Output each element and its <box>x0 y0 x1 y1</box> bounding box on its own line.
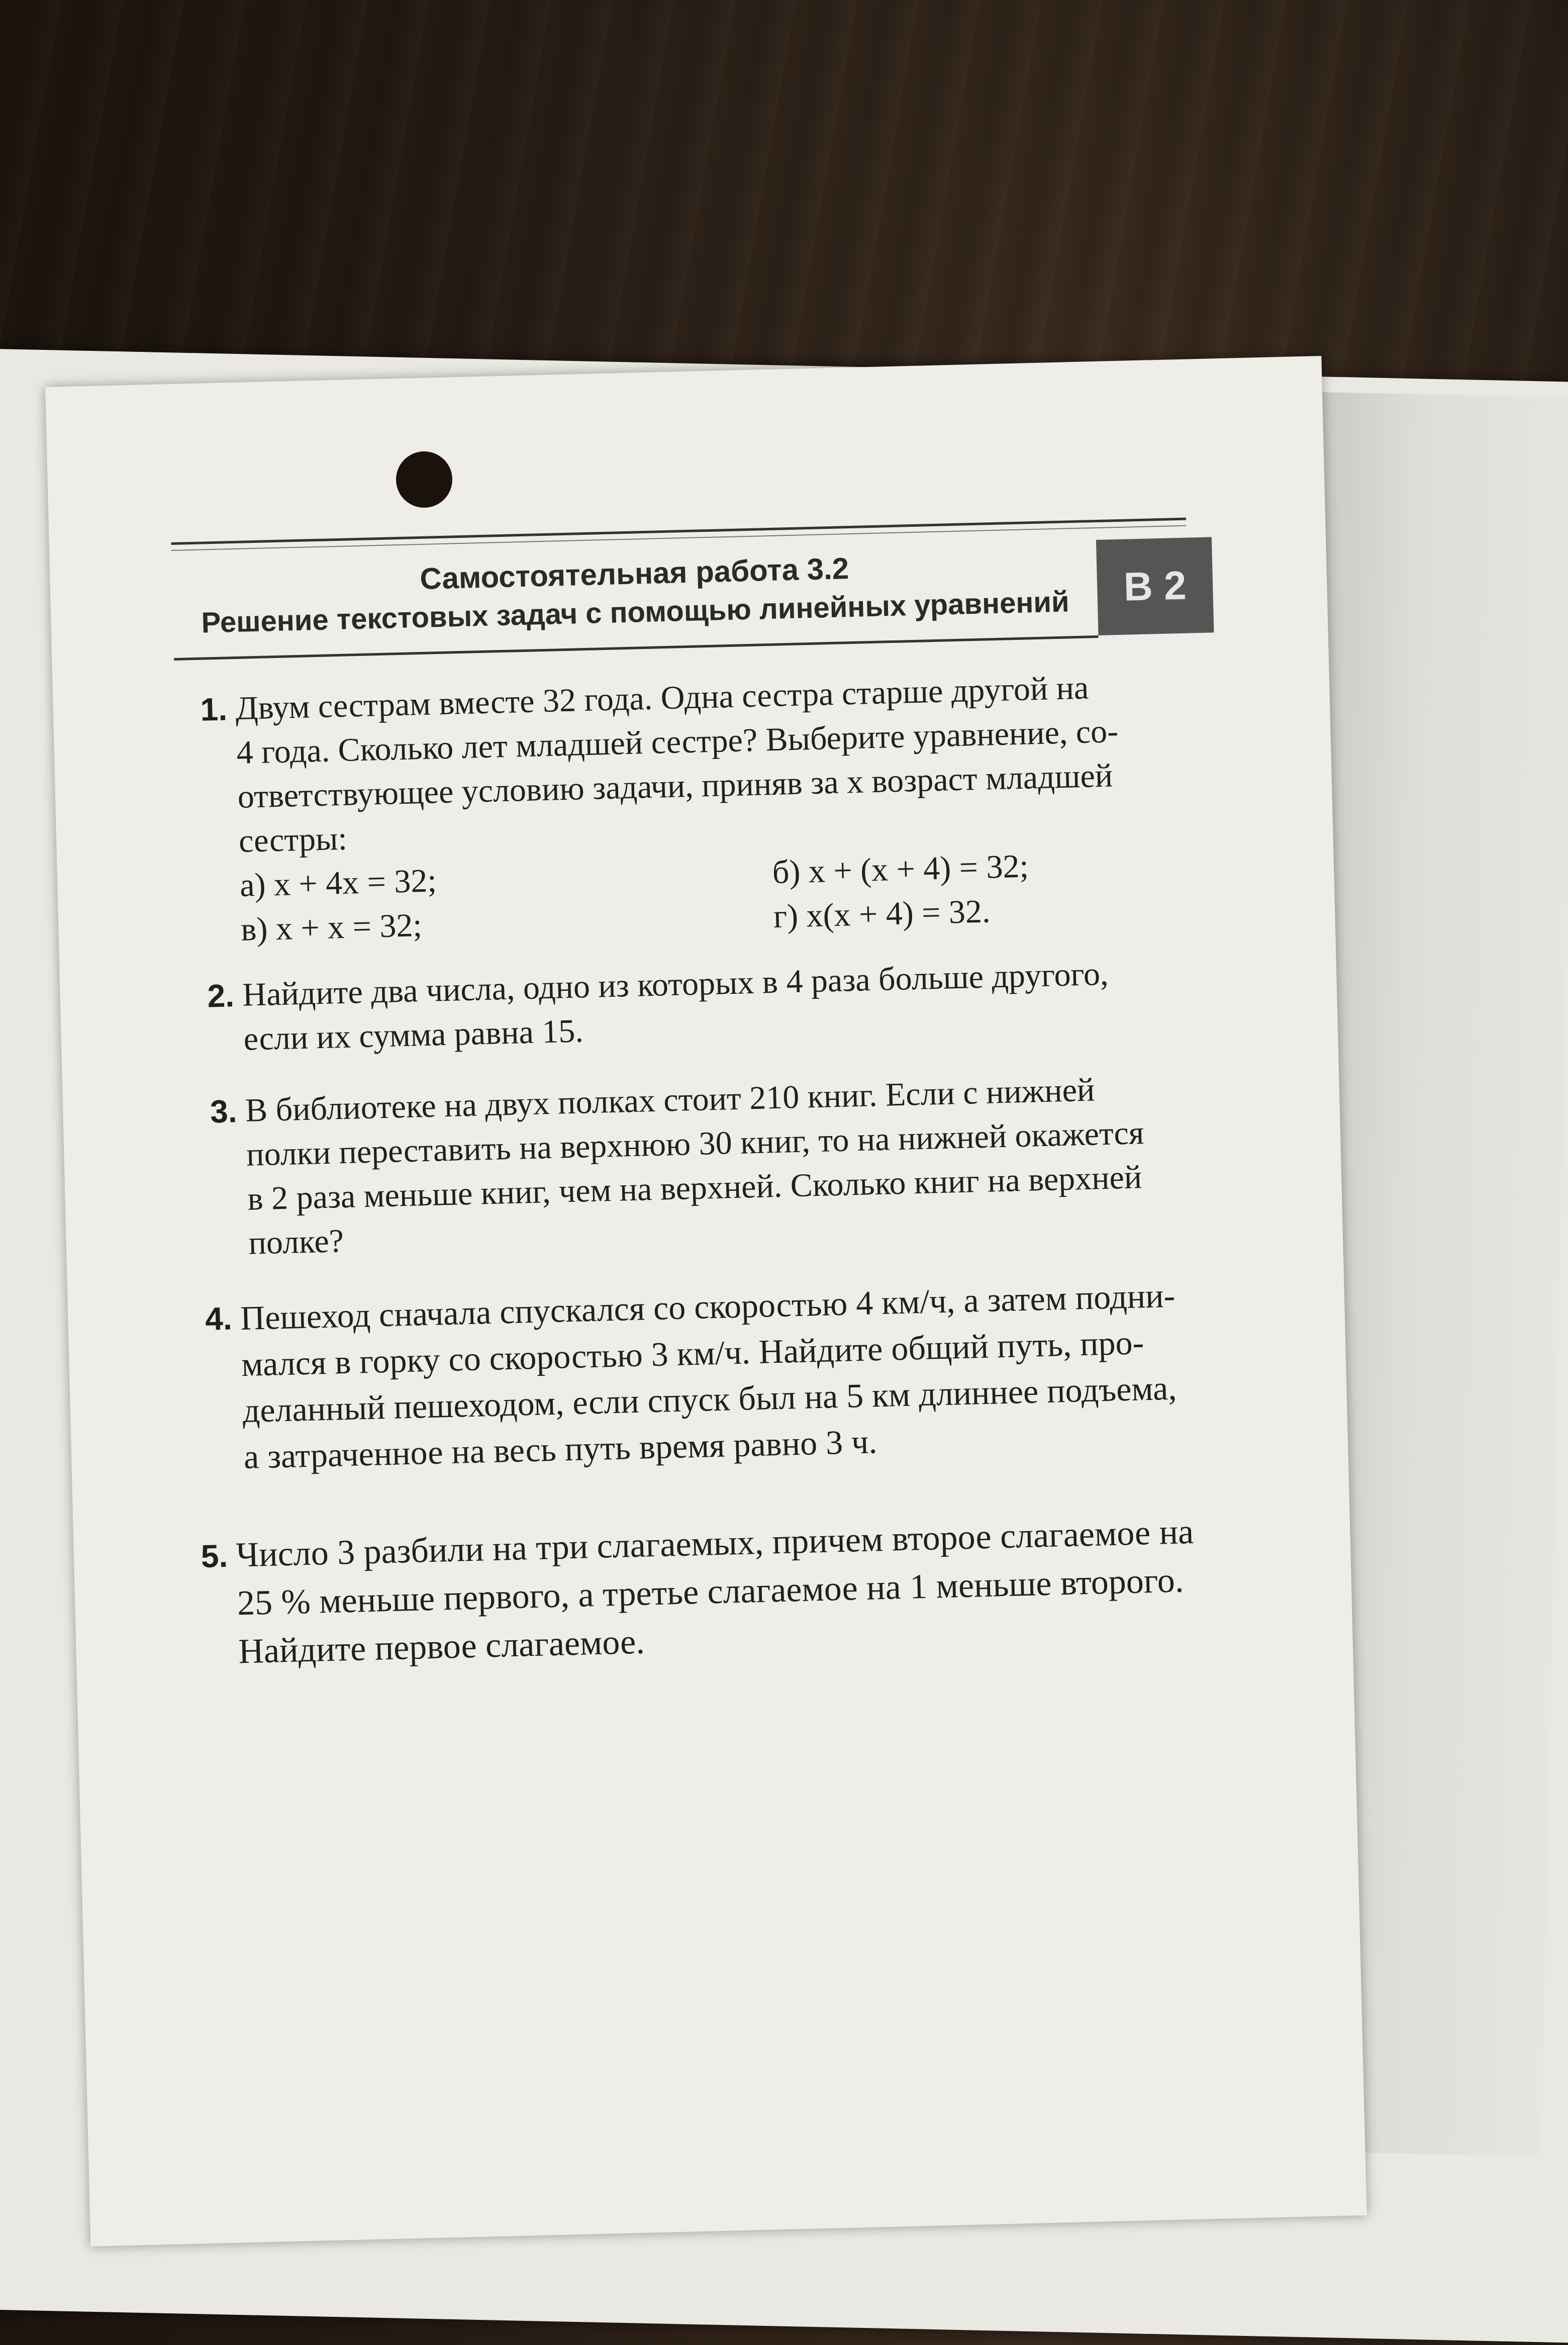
problem-number: 1. <box>200 691 228 728</box>
problem-line: Число 3 разбили на три слагаемых, причем второе слагаемое на <box>235 1512 1195 1575</box>
problem-line: полки переставить на верхнюю 30 книг, то на нижней окажется <box>246 1114 1145 1173</box>
problem-number: 3. <box>210 1093 238 1130</box>
problem-number: 2. <box>207 977 235 1014</box>
answer-option-g: г) x(x + 4) = 32. <box>773 893 991 935</box>
problem-text <box>236 1507 1244 1676</box>
problem-line: деланный пешеходом, если спуск был на 5 км длиннее подъема, <box>242 1368 1178 1430</box>
problem-line: в 2 раза меньше книг, чем на верхней. Сколько книг на верхней <box>247 1159 1142 1217</box>
worksheet-subtitle: Решение текстовых задач с помощью линейных уравнений <box>201 585 1070 639</box>
answer-option-v: в) x + x = 32; <box>240 907 423 948</box>
problem-line: Двум сестрам вместе 32 года. Одна сестра старше другой на <box>235 669 1090 727</box>
answer-option-b: б) x + (x + 4) = 32; <box>771 848 1029 891</box>
problem-number: 5. <box>200 1537 229 1575</box>
problem-line: если их сумма равна 15. <box>243 1012 584 1058</box>
punch-hole <box>396 451 452 508</box>
problem-text <box>242 949 1249 1062</box>
worksheet-content <box>151 503 1395 1689</box>
worksheet-title: Самостоятельная работа 3.2 <box>419 551 849 596</box>
problem-text <box>240 1270 1249 1480</box>
problem-line: Найдите два числа, одно из которых в 4 раза больше другого, <box>242 955 1109 1013</box>
problem-number: 4. <box>205 1300 233 1337</box>
problem-line: В библиотеке на двух полках стоит 210 книг. Если с нижней <box>245 1071 1096 1129</box>
problem-line: 4 года. Сколько лет младшей сестре? Выберите уравнение, со- <box>236 713 1119 771</box>
problem-line: Найдите первое слагаемое. <box>238 1622 645 1671</box>
problem-line: ответствующее условию задачи, приняв за x возраст младшей <box>237 757 1113 815</box>
answer-option-a: а) x + 4x = 32; <box>239 862 437 904</box>
problem-line: полке? <box>248 1223 344 1262</box>
variant-badge: В 2 <box>1096 537 1214 635</box>
problem-line: сестры: <box>238 820 348 860</box>
problem-text <box>245 1064 1254 1266</box>
problem-line: 25 % меньше первого, а третье слагаемое на 1 меньше второго. <box>237 1561 1185 1623</box>
problem-line: а затраченное на весь путь время равно 3 ч. <box>243 1422 878 1476</box>
problem-text <box>235 662 1244 864</box>
problem-line: мался в горку со скоростью 3 км/ч. Найдите общий путь, про- <box>241 1323 1144 1384</box>
problem-line: Пешеход сначала спускался со скоростью 4 км/ч, а затем подни- <box>240 1276 1175 1338</box>
